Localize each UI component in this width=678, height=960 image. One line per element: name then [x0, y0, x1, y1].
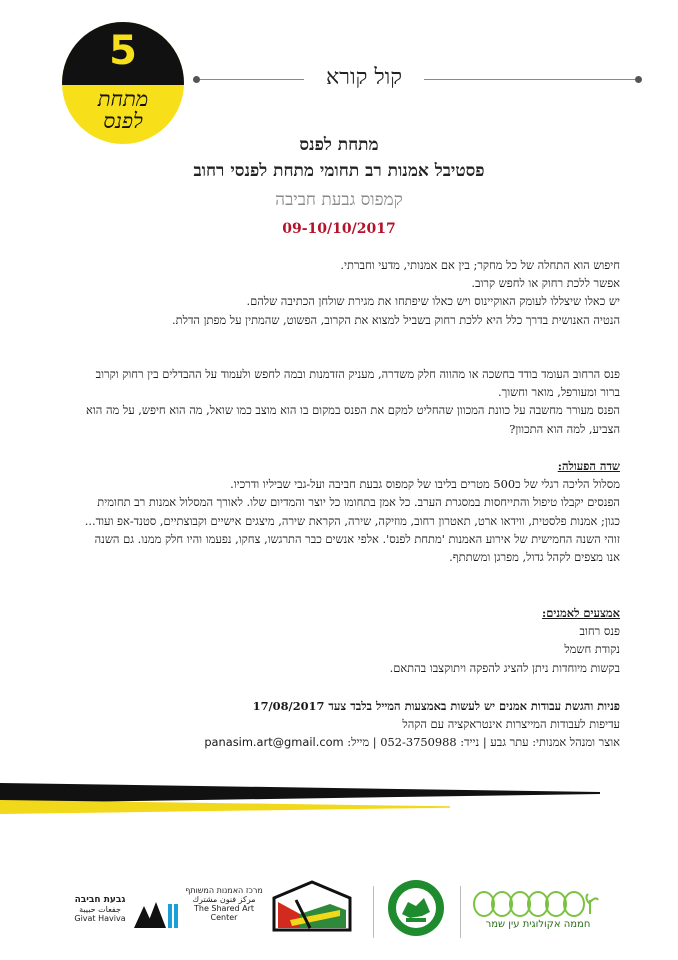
- intro-line-2: אפשר ללכת רחוק או לחפש קרוב.: [471, 276, 620, 291]
- sponsor-divider-1: [373, 886, 374, 938]
- means-section: [80, 604, 620, 677]
- contact-text: אוצר ומנהל אמנותי: עתר גבע | נייד: 052-3750988 | מייל:: [347, 735, 620, 750]
- contact-email[interactable]: panasim.art@gmail.com: [204, 735, 344, 750]
- contact-line: [80, 733, 620, 751]
- intro-line-4: הנטיה האנושית בדרך כלל היא ללכת רחוק בשביל למצוא את הקרוב, הפשוט, שהמתין על מפתן הדלת.: [172, 312, 620, 327]
- intro-paragraph: [80, 256, 620, 329]
- field-line-1: מסלול הליכה רגלי של כ500 מטרים בליבו של קמפוס גבעת חביבה ועל-גבי שביליו ודרכיו.: [230, 477, 620, 492]
- field-heading: שדה הפעולה:: [557, 459, 620, 473]
- means-item-2: נקודת חשמל: [564, 642, 620, 657]
- submission-section: [80, 697, 620, 752]
- title-line-2: פסטיבל אמנות רב תחומי מתחת לפנסי רחוב: [193, 161, 485, 181]
- lamp-line-1: פנס הרחוב העומד בודד בחשכה או מהווה חלק משדרה, מעניק הזדמנות ובמה לחפש ולעמוד על ההבדלים בין רחוק וקרוב ברור ומעורפל, מואר וחשוך.: [95, 367, 620, 400]
- shared-art-center-logo: [182, 886, 266, 922]
- intro-line-1: חיפוש הוא התחלה של כל מחקר; בין אם אמנותי, מדעי וחברתי.: [340, 258, 620, 272]
- shared-art-house-icon: [270, 880, 354, 932]
- means-heading: אמצעים לאמנים:: [542, 606, 620, 620]
- decorative-black-bar: [0, 783, 600, 803]
- lamp-line-2: הפנס מעורר מחשבה על כוונת המכוון שהחליט למקם את הפנס במקום בו הוא מוצב כמו שואל, מה הוא חיפש, על מה הוא הצביע, למה הוא התכוון?: [86, 403, 620, 436]
- header-rule-dot-left: [193, 76, 200, 83]
- shared-art-arabic: مركز فنون مشترك: [192, 895, 256, 904]
- field-section: [80, 457, 620, 566]
- ecology-greenhouse-icon: [472, 888, 602, 918]
- logo-number: 5: [109, 28, 137, 74]
- givat-haviva-english: Givat Haviva: [74, 914, 126, 923]
- field-line-2: הפנסים יקבלו טיפול והתייחסות במסגרת הערב. כל אמן בתחומו כל יוצר והמדיום שלו. לאורך המסלול אמנות רב תחומית כגון; אמנות פלסטית, ווידאו ארט, תאטרון רחוב, מוזיקה, שירה, הקראת שירה, מיצגים אישיים וקבוצתיים, סטנד-אפ ועוד...: [84, 495, 620, 528]
- header-title: קול קורא: [304, 64, 424, 90]
- preference-line: עדיפות לעבודות המייצרות אינטראקציה עם הקהל: [402, 717, 620, 732]
- means-item-1: פנס רחוב: [579, 624, 620, 639]
- sponsor-divider-2: [460, 886, 461, 938]
- givat-haviva-mark-icon: [134, 898, 178, 928]
- shared-art-english: The Shared Art Center: [193, 904, 255, 922]
- submission-text: פניות והגשת עבודות אמנים יש לעשות באמצעות המייל בלבד: [350, 699, 620, 713]
- submission-line: [80, 697, 620, 715]
- decorative-yellow-bar: [0, 800, 450, 814]
- submission-deadline-prefix: צעד: [328, 699, 347, 713]
- campus-title: קמפוס גבעת חביבה: [275, 190, 403, 210]
- field-line-3: זוהי השנה החמישית של אירוע האמנות 'מתחת לפנס'. אלפי אנשים כבר התרגשו, צחקו, נפעמו והיו חלק ממנו. גם השנה אנו מצפים לקהל גדול, מפרגן ומשתתף.: [94, 531, 620, 565]
- intro-line-3: יש כאלו שיצללו לעומק האוקיינוס ויש כאלו שיפתחו את מגירת שולחן הכתיבה שלהם.: [246, 294, 620, 309]
- festival-logo: [62, 22, 184, 144]
- means-item-3: בקשות מיוחדות ניתן להציג להפקה ויתוקצבו בהתאם.: [389, 660, 620, 675]
- green-emblem-icon: [386, 878, 446, 938]
- submission-deadline: 17/08/2017: [252, 699, 325, 713]
- givat-haviva-hebrew: גבעת חביבה: [74, 895, 126, 905]
- givat-haviva-arabic: جفعات حبيبة: [79, 905, 121, 914]
- ecology-caption: חממה אקולוגית עין שמר: [485, 919, 591, 930]
- ecology-caption-block: [468, 919, 608, 930]
- festival-dates: 09-10/10/2017: [282, 221, 396, 237]
- header-rule-dot-right: [635, 76, 642, 83]
- lamp-paragraph: [80, 365, 620, 438]
- logo-line-1: מתחת: [97, 87, 149, 111]
- logo-line-2: לפנס: [103, 109, 143, 133]
- givat-haviva-logo: [70, 895, 130, 923]
- logo-caption: [62, 88, 184, 132]
- title-line-1: מתחת לפנס: [299, 135, 379, 155]
- shared-art-hebrew: מרכז האמנות המשותף: [185, 886, 263, 895]
